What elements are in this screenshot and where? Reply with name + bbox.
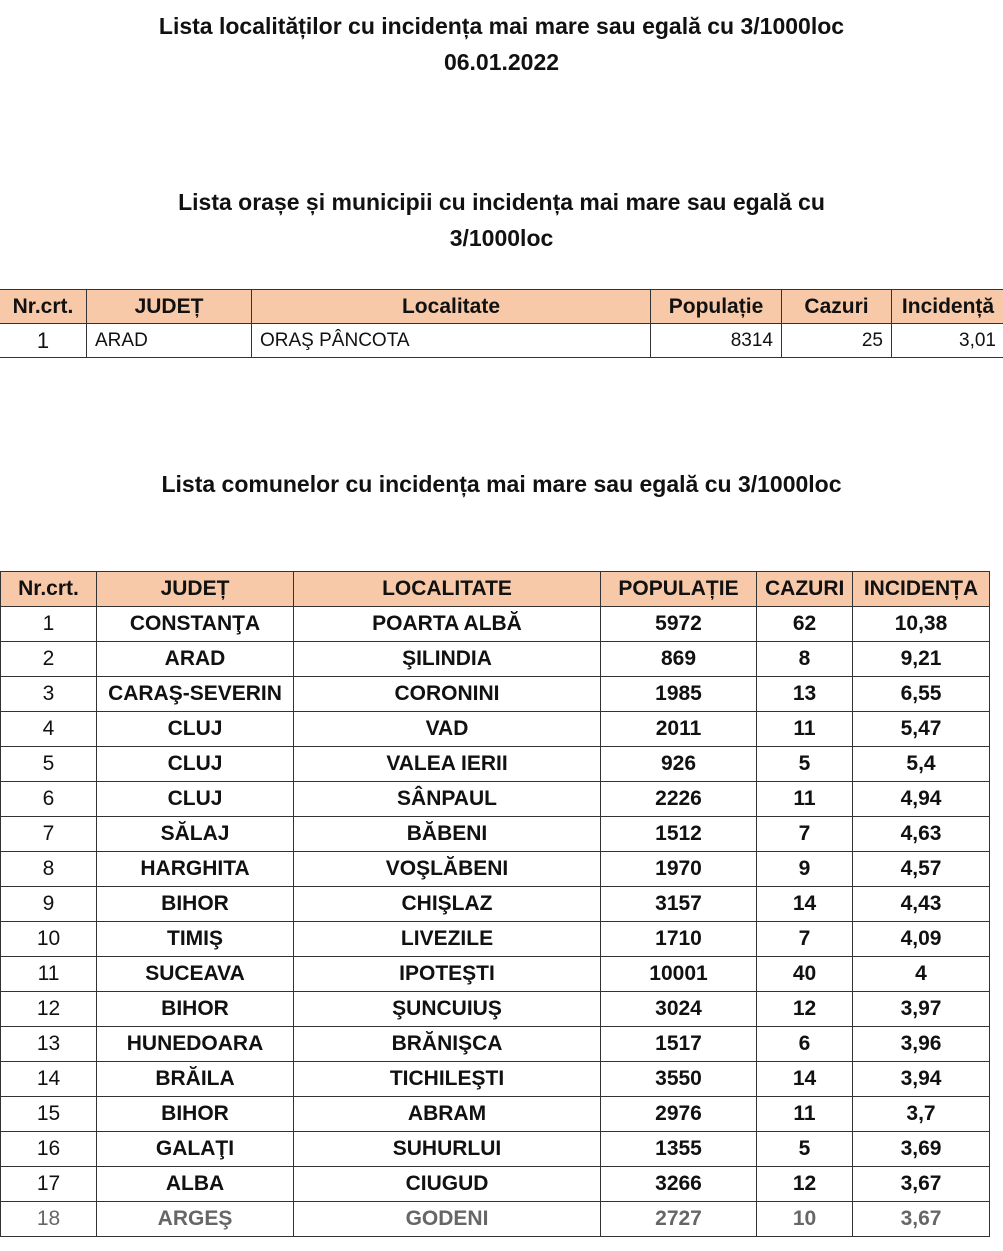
cell-incidenta: 4,94 <box>853 782 990 817</box>
cell-populatie: 5972 <box>601 607 757 642</box>
orase-header-judet: JUDEȚ <box>87 290 252 324</box>
cell-populatie: 1710 <box>601 922 757 957</box>
orase-header-populatie: Populație <box>651 290 782 324</box>
cell-localitate: POARTA ALBĂ <box>294 607 601 642</box>
cell-judet: SUCEAVA <box>97 957 294 992</box>
cell-incidenta: 5,47 <box>853 712 990 747</box>
cell-populatie: 2727 <box>601 1202 757 1237</box>
cell-populatie: 869 <box>601 642 757 677</box>
cell-incidenta: 3,7 <box>853 1097 990 1132</box>
cell-localitate: ŞILINDIA <box>294 642 601 677</box>
cell-nr: 13 <box>1 1027 97 1062</box>
cell-incidenta: 3,69 <box>853 1132 990 1167</box>
cell-localitate: GODENI <box>294 1202 601 1237</box>
comune-header-nr: Nr.crt. <box>1 572 97 607</box>
table-row <box>1 852 990 887</box>
cell-incidenta: 5,4 <box>853 747 990 782</box>
cell-cazuri: 11 <box>757 712 853 747</box>
cell-localitate: IPOTEŞTI <box>294 957 601 992</box>
cell-judet: BIHOR <box>97 1097 294 1132</box>
cell-nr: 9 <box>1 887 97 922</box>
cell-localitate: VOŞLĂBENI <box>294 852 601 887</box>
cell-localitate: BRĂNIŞCA <box>294 1027 601 1062</box>
cell-nr: 10 <box>1 922 97 957</box>
cell-nr: 1 <box>1 607 97 642</box>
cell-judet: ARGEŞ <box>97 1202 294 1237</box>
cell-incidenta: 9,21 <box>853 642 990 677</box>
comune-header-incidenta: INCIDENȚA <box>853 572 990 607</box>
cell-nr: 14 <box>1 1062 97 1097</box>
table-row <box>1 1167 990 1202</box>
cell-judet: SĂLAJ <box>97 817 294 852</box>
table-row <box>1 1062 990 1097</box>
main-title-line1: Lista localităților cu incidența mai mare sau egală cu 3/1000loc <box>158 13 845 39</box>
cell-populatie: 1512 <box>601 817 757 852</box>
cell-localitate: LIVEZILE <box>294 922 601 957</box>
cell-localitate: BĂBENI <box>294 817 601 852</box>
table-row <box>1 957 990 992</box>
table-row <box>1 992 990 1027</box>
cell-judet: CARAŞ-SEVERIN <box>97 677 294 712</box>
table-row <box>1 642 990 677</box>
table-row <box>1 1097 990 1132</box>
comune-header-judet: JUDEȚ <box>97 572 294 607</box>
cell-cazuri: 11 <box>757 1097 853 1132</box>
cell-nr: 15 <box>1 1097 97 1132</box>
cell-localitate: ŞUNCUIUŞ <box>294 992 601 1027</box>
orase-table <box>0 289 1003 358</box>
table-row <box>1 1027 990 1062</box>
cell-judet: CONSTANŢA <box>97 607 294 642</box>
cell-judet: BRĂILA <box>97 1062 294 1097</box>
cell-judet: TIMIŞ <box>97 922 294 957</box>
orase-header-cazuri: Cazuri <box>782 290 892 324</box>
cell-nr: 3 <box>1 677 97 712</box>
cell-nr: 6 <box>1 782 97 817</box>
cell-cazuri: 40 <box>757 957 853 992</box>
report-date: 06.01.2022 <box>443 49 560 75</box>
cell-judet: HUNEDOARA <box>97 1027 294 1062</box>
cell-incidenta: 6,55 <box>853 677 990 712</box>
table-row <box>1 817 990 852</box>
comune-section-title: Lista comunelor cu incidența mai mare sau egală cu 3/1000loc <box>161 471 842 497</box>
cell-cazuri: 11 <box>757 782 853 817</box>
comune-header-cazuri: CAZURI <box>757 572 853 607</box>
cell-incidenta: 3,97 <box>853 992 990 1027</box>
cell-nr: 16 <box>1 1132 97 1167</box>
comune-table-body <box>1 607 990 1237</box>
cell-localitate: CHIŞLAZ <box>294 887 601 922</box>
cell-judet: GALAŢI <box>97 1132 294 1167</box>
cell-localitate: TICHILEŞTI <box>294 1062 601 1097</box>
cell-nr: 5 <box>1 747 97 782</box>
cell-nr: 2 <box>1 642 97 677</box>
cell-localitate: SUHURLUI <box>294 1132 601 1167</box>
cell-incidenta: 4,63 <box>853 817 990 852</box>
cell-judet: ARAD <box>87 324 252 358</box>
cell-incidenta: 4,09 <box>853 922 990 957</box>
cell-judet: CLUJ <box>97 747 294 782</box>
comune-header-populatie: POPULAȚIE <box>601 572 757 607</box>
cell-localitate: ORAŞ PÂNCOTA <box>252 324 651 358</box>
cell-cazuri: 14 <box>757 887 853 922</box>
orase-section-title <box>0 184 1003 256</box>
table-row <box>0 324 1003 358</box>
cell-incidenta: 4,57 <box>853 852 990 887</box>
cell-nr: 1 <box>0 324 87 358</box>
cell-populatie: 10001 <box>601 957 757 992</box>
cell-incidenta: 10,38 <box>853 607 990 642</box>
cell-cazuri: 6 <box>757 1027 853 1062</box>
table-row <box>1 1132 990 1167</box>
cell-judet: BIHOR <box>97 887 294 922</box>
cell-cazuri: 8 <box>757 642 853 677</box>
cell-populatie: 1985 <box>601 677 757 712</box>
orase-title-line2: 3/1000loc <box>449 225 554 251</box>
cell-localitate: CIUGUD <box>294 1167 601 1202</box>
orase-header-nr: Nr.crt. <box>0 290 87 324</box>
cell-cazuri: 10 <box>757 1202 853 1237</box>
cell-populatie: 2011 <box>601 712 757 747</box>
cell-incidenta: 3,01 <box>892 324 1003 358</box>
cell-localitate: SÂNPAUL <box>294 782 601 817</box>
table-row <box>1 712 990 747</box>
orase-title-line1: Lista orașe și municipii cu incidența mai mare sau egală cu <box>178 189 825 215</box>
cell-localitate: VAD <box>294 712 601 747</box>
cell-judet: CLUJ <box>97 712 294 747</box>
cell-incidenta: 3,67 <box>853 1202 990 1237</box>
cell-cazuri: 9 <box>757 852 853 887</box>
orase-header-localitate: Localitate <box>252 290 651 324</box>
cell-localitate: CORONINI <box>294 677 601 712</box>
cell-judet: CLUJ <box>97 782 294 817</box>
cell-cazuri: 62 <box>757 607 853 642</box>
cell-cazuri: 12 <box>757 1167 853 1202</box>
cell-cazuri: 14 <box>757 1062 853 1097</box>
cell-nr: 18 <box>1 1202 97 1237</box>
cell-localitate: ABRAM <box>294 1097 601 1132</box>
table-row <box>1 607 990 642</box>
cell-judet: ALBA <box>97 1167 294 1202</box>
cell-incidenta: 3,67 <box>853 1167 990 1202</box>
cell-incidenta: 4 <box>853 957 990 992</box>
table-row <box>1 922 990 957</box>
cell-incidenta: 4,43 <box>853 887 990 922</box>
cell-cazuri: 5 <box>757 747 853 782</box>
table-row <box>1 782 990 817</box>
cell-judet: ARAD <box>97 642 294 677</box>
cell-judet: HARGHITA <box>97 852 294 887</box>
cell-populatie: 2976 <box>601 1097 757 1132</box>
cell-cazuri: 13 <box>757 677 853 712</box>
cell-nr: 12 <box>1 992 97 1027</box>
cell-nr: 11 <box>1 957 97 992</box>
table-row <box>1 677 990 712</box>
cell-populatie: 2226 <box>601 782 757 817</box>
cell-cazuri: 5 <box>757 1132 853 1167</box>
main-title <box>0 8 1003 80</box>
cell-populatie: 1970 <box>601 852 757 887</box>
cell-nr: 4 <box>1 712 97 747</box>
cell-localitate: VALEA IERII <box>294 747 601 782</box>
cell-populatie: 3266 <box>601 1167 757 1202</box>
cell-populatie: 8314 <box>651 324 782 358</box>
cell-cazuri: 25 <box>782 324 892 358</box>
cell-cazuri: 7 <box>757 922 853 957</box>
orase-header-incidenta: Incidență <box>892 290 1003 324</box>
cell-incidenta: 3,96 <box>853 1027 990 1062</box>
cell-populatie: 3024 <box>601 992 757 1027</box>
cell-nr: 17 <box>1 1167 97 1202</box>
cell-judet: BIHOR <box>97 992 294 1027</box>
cell-populatie: 926 <box>601 747 757 782</box>
cell-incidenta: 3,94 <box>853 1062 990 1097</box>
cell-populatie: 1517 <box>601 1027 757 1062</box>
cell-populatie: 1355 <box>601 1132 757 1167</box>
cell-populatie: 3157 <box>601 887 757 922</box>
orase-header-row <box>0 290 1003 324</box>
table-row <box>1 1202 990 1237</box>
cell-cazuri: 7 <box>757 817 853 852</box>
cell-nr: 8 <box>1 852 97 887</box>
comune-table <box>0 571 990 1237</box>
table-row <box>1 887 990 922</box>
cell-cazuri: 12 <box>757 992 853 1027</box>
cell-populatie: 3550 <box>601 1062 757 1097</box>
comune-header-localitate: LOCALITATE <box>294 572 601 607</box>
cell-nr: 7 <box>1 817 97 852</box>
comune-header-row <box>1 572 990 607</box>
table-row <box>1 747 990 782</box>
